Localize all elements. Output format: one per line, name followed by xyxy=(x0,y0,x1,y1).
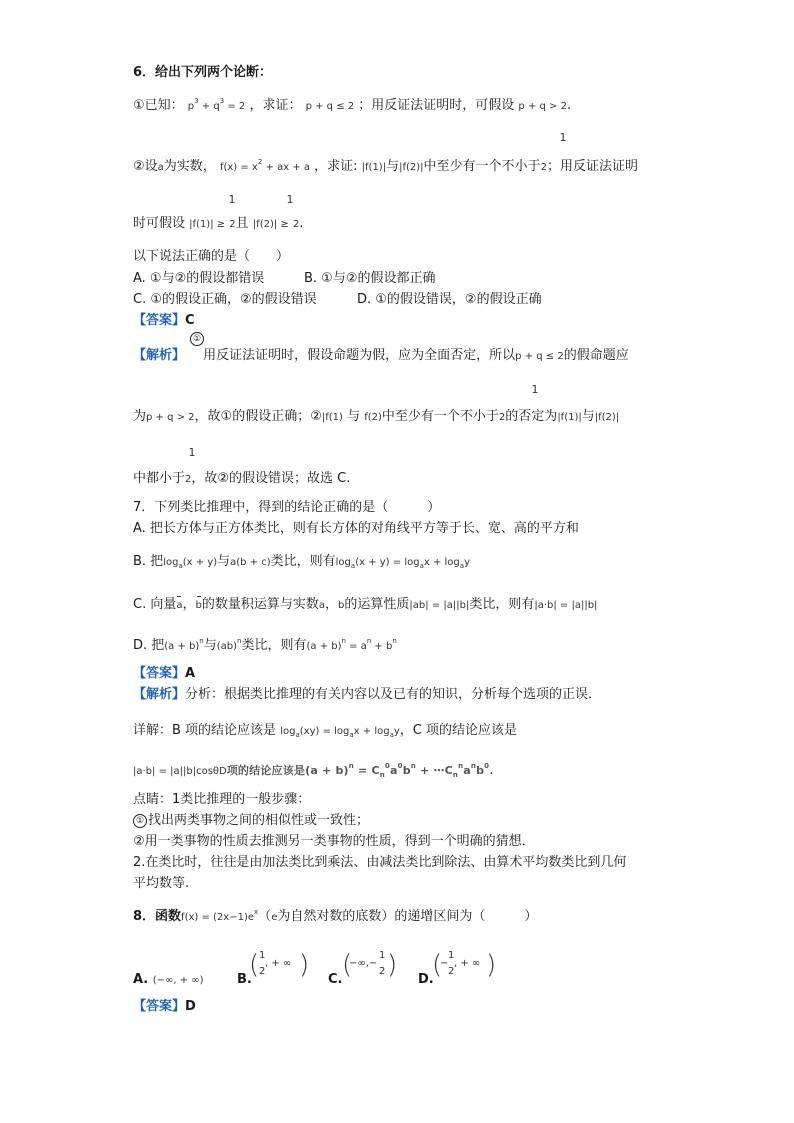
q8-d-num: 1 xyxy=(448,950,455,961)
q7-d1-text: 详解：B 项的结论应该是 xyxy=(133,723,277,738)
q7-b-formula-3: $\log_a(x + y) = \log_ax + \log_ay$ xyxy=(335,557,470,570)
q7-note-1-text: 找出两类事物之间的相似性或一致性； xyxy=(148,813,370,828)
q7-d2-formula-2: $(a + b)^n = C_n^0a^0b^n$ + $\cdots C_n^na^nb^0$ xyxy=(305,762,490,779)
q7-c-text: C. 向量 xyxy=(133,597,177,612)
q6-s1-formula-1: $p^3 + q^3 = 2$ xyxy=(187,97,246,112)
q8-option-d-formula xyxy=(432,950,497,984)
q6-s3-den-2: 2 xyxy=(292,219,300,230)
q8-option-d-label: D. xyxy=(418,972,434,987)
q7-d-text: D. 把 xyxy=(133,638,165,653)
q6-explanation-3 xyxy=(133,470,350,489)
q7-title: 7．下列类比推理中，得到的结论正确的是（ ） xyxy=(133,500,441,515)
q6-s2-text-2: 为实数， xyxy=(163,159,216,174)
q6-e2-f2: f(2) xyxy=(364,412,382,423)
q6-answer-value: C xyxy=(185,313,195,328)
q6-statement-3 xyxy=(133,215,303,234)
q8-c-den: 2 xyxy=(379,966,386,977)
q7-c-comma: ， xyxy=(182,597,196,612)
q7-detail-1 xyxy=(133,722,517,741)
q8-c-num: 1 xyxy=(379,950,386,961)
q7-note-2: ②用一类事物的性质去推测另一类事物的性质，得到一个明确的猜想． xyxy=(133,834,535,849)
q7-c-real-a: a xyxy=(318,600,326,611)
q6-e2-f3: |f(1)| xyxy=(557,412,582,423)
q8-title-e: e xyxy=(271,912,278,923)
q6-e2-frac-den: 2 xyxy=(498,412,506,423)
q7-d1-formula: $\log_a(xy) = \log_ax + \log_ay$ xyxy=(280,726,400,739)
q6-e2-text: 为 xyxy=(133,409,147,424)
right-paren: ) xyxy=(486,950,497,980)
q8-title-text: 8．函数 xyxy=(133,909,182,924)
q6-e3-text: 中都小于 xyxy=(133,471,186,486)
q7-answer-value: A xyxy=(185,666,196,681)
q6-s3-text: 时可假设 xyxy=(133,216,186,231)
q7-c-vector-a: a xyxy=(176,597,182,615)
q6-e2-frac-num: 1 xyxy=(531,383,539,396)
q8-a-label: A. xyxy=(133,972,149,987)
q8-b-den: 2 xyxy=(259,966,266,977)
q8-answer-value: D xyxy=(185,999,196,1014)
q8-b-rest: , + ∞ xyxy=(265,958,292,969)
q7-expl-text: 分析：根据类比推理的有关内容以及已有的知识，分析每个选项的正误． xyxy=(185,687,602,702)
q6-e1-formula: p + q ≤ 2 xyxy=(515,351,564,362)
q7-note-4: 平均数等. xyxy=(133,876,190,891)
q8-d-den: 2 xyxy=(448,966,455,977)
q7-d2-formula-1: |a·b| = |a||b|cosθ xyxy=(133,766,220,777)
q6-e3-frac-num: 1 xyxy=(188,446,196,459)
q8-option-b-label: B. xyxy=(237,972,252,987)
q7-b-text: B. 把 xyxy=(133,554,164,569)
answer-tag: 【答案】 xyxy=(133,999,186,1014)
q6-e2-f4: |f(2)| xyxy=(594,412,620,423)
q6-s2-text-3: ，求证: xyxy=(314,159,358,174)
q6-e2-f1: |f(1) xyxy=(321,412,343,423)
q6-s2-f2: |f(2)| xyxy=(399,162,424,173)
q7-b-formula-1: $\log_a(x + y)$ xyxy=(163,557,218,570)
answer-tag: 【答案】 xyxy=(133,313,186,328)
q6-e3-frac-den: 2 xyxy=(185,474,192,485)
q8-b-num: 1 xyxy=(259,950,266,961)
q7-d2-period: . xyxy=(489,763,494,778)
q6-s1-text-2: ，求证： xyxy=(249,98,302,113)
q6-e1-text: 用反证法证明时，假设命题为假，应为全面否定，所以 xyxy=(203,348,516,363)
q6-title: 6．给出下列两个论断： xyxy=(133,65,273,80)
q6-e2-text-4: 的否定为 xyxy=(505,409,558,424)
q6-s1-text: ①已知： xyxy=(133,98,184,113)
q7-option-d xyxy=(133,637,397,656)
q6-s1-period: . xyxy=(566,98,572,113)
q8-d-minus: − xyxy=(440,958,449,969)
q7-detail-2 xyxy=(133,762,493,781)
q8-title-text-2: 为自然对数的底数）的递增区间为（ ） xyxy=(277,909,538,924)
q6-answer xyxy=(133,312,195,330)
q6-s2-yu: 与 xyxy=(386,159,400,174)
q6-s1-formula-3: p + q > 2 xyxy=(518,101,567,112)
q6-s3-period: . xyxy=(299,216,304,231)
q8-option-a xyxy=(133,971,204,990)
q7-c-text-3: 的运算性质 xyxy=(344,597,410,612)
q7-c-text-2: 的数量积运算与实数 xyxy=(201,597,319,612)
q7-d-text-2: 类比，则有 xyxy=(241,638,307,653)
q6-e2-yu-2: 与 xyxy=(581,409,595,424)
explanation-tag: 【解析】 xyxy=(133,687,186,702)
left-paren: ( xyxy=(249,950,260,980)
q6-s1-formula-2: p + q ≤ 2 xyxy=(305,101,355,112)
q6-e3-text-2: ，故②的假设错误；故选 C. xyxy=(191,471,351,486)
q8-title-paren: （ xyxy=(258,909,272,924)
q7-b-yu: 与 xyxy=(217,554,231,569)
right-paren: ) xyxy=(299,950,310,980)
circle-one-icon: ① xyxy=(190,332,204,346)
q6-s3-frac-num-2: 1 xyxy=(286,193,294,206)
left-paren: ( xyxy=(342,950,353,980)
q8-option-c-formula xyxy=(342,950,398,984)
q6-s2-frac-den: 2 xyxy=(540,162,547,173)
q7-d-formula-1: $(a + b)^n$ xyxy=(164,637,204,652)
q8-option-b-formula xyxy=(249,950,310,984)
q8-title-formula: $f(x) = (2x-1)e^x$ xyxy=(181,908,259,923)
q8-c-rest: −∞,− xyxy=(349,958,378,969)
q6-option-c: C. ①的假设正确，②的假设错误 xyxy=(133,292,317,307)
q6-option-b: B. ①与②的假设都正确 xyxy=(304,271,436,286)
right-paren: ) xyxy=(387,950,398,980)
q6-s3-f2: |f(2)| ≥ xyxy=(252,219,289,230)
q7-d2-text: 项的结论应该是 xyxy=(226,764,306,777)
q7-b-formula-2: a(b + c) xyxy=(230,557,271,568)
q6-s3-qie: 且 xyxy=(235,216,249,231)
q6-s3-frac-num-1: 1 xyxy=(228,193,236,206)
q6-s2-frac-num: 1 xyxy=(559,131,567,144)
q7-d-formula-3: $(a + b)^n = a^n + b^n$ xyxy=(306,637,397,652)
q8-d-rest: , + ∞ xyxy=(454,958,481,969)
q7-d-yu: 与 xyxy=(203,638,217,653)
circle-one-icon: ① xyxy=(133,814,147,828)
q7-d1-text-2: ，C 项的结论应该是 xyxy=(399,723,518,738)
left-paren: ( xyxy=(432,950,443,980)
q6-e1-text-2: 的假命题应 xyxy=(563,348,629,363)
q7-answer xyxy=(133,665,195,683)
q8-answer xyxy=(133,998,196,1016)
q6-prompt: 以下说法正确的是（ ） xyxy=(133,249,290,264)
q7-note-1 xyxy=(133,812,369,830)
q7-d2-d: D xyxy=(219,766,227,777)
q6-s2-text-4: 中至少有一个不小于 xyxy=(423,159,541,174)
q6-s2-var-a: a xyxy=(157,162,164,173)
answer-tag: 【答案】 xyxy=(133,666,186,681)
q6-e2-text-3: 中至少有一个不小于 xyxy=(381,409,499,424)
q7-note-3: 2.在类比时，往往是由加法类比到乘法、由减法类比到除法、由算术平均数类比到几何 xyxy=(133,855,627,870)
q6-e2-formula-1: p + q > 2 xyxy=(146,412,195,423)
q8-a-formula: (−∞, + ∞) xyxy=(152,975,204,986)
q7-option-b xyxy=(133,553,470,572)
q6-s2-f1: |f(1)| xyxy=(361,162,387,173)
q6-explanation-1 xyxy=(133,347,629,366)
q7-option-a: A. 把长方体与正方体类比，则有长方体的对角线平方等于长、宽、高的平方和 xyxy=(133,521,579,536)
q7-b-text-2: 类比，则有 xyxy=(270,554,336,569)
q7-c-formula-1: |ab| = |a||b| xyxy=(409,600,470,611)
q6-statement-1 xyxy=(133,97,571,116)
q7-note-title: 点睛：1类比推理的一般步骤： xyxy=(133,792,311,807)
q7-option-c xyxy=(133,596,597,615)
q6-s2-text-5: ；用反证法证明 xyxy=(546,159,638,174)
q6-option-a: A. ①与②的假设都错误 xyxy=(133,271,265,286)
q6-s1-text-3: ；用反证法证明时，可假设 xyxy=(358,98,515,113)
q8-option-c-label: C. xyxy=(328,972,343,987)
q6-option-d: D. ①的假设错误，②的假设正确 xyxy=(357,292,542,307)
q6-e2-yu: 与 xyxy=(347,409,361,424)
q7-c-formula-2: |a·b| = |a||b| xyxy=(534,600,598,611)
q7-c-real-b: b xyxy=(338,600,345,611)
q7-c-vector-b: b xyxy=(196,597,202,615)
q7-explanation xyxy=(133,686,601,704)
q8-title xyxy=(133,908,537,927)
q6-statement-2 xyxy=(133,158,638,177)
q7-d-formula-2: (ab)$^n$ xyxy=(216,637,242,652)
q7-c-text-4: 类比，则有 xyxy=(469,597,535,612)
q6-explanation-2 xyxy=(133,408,619,427)
q6-s3-f1: |f(1)| ≥ xyxy=(189,219,226,230)
q6-expl-marker xyxy=(190,330,205,348)
explanation-tag: 【解析】 xyxy=(133,348,186,363)
q6-s3-den-1: 2 xyxy=(229,219,236,230)
q6-s2-formula: $f(x) = x^2$ + ax + a xyxy=(219,158,310,173)
q6-e2-text-2: ，故①的假设正确；② xyxy=(194,409,322,424)
q7-c-comma-2: ， xyxy=(325,597,339,612)
q6-s2-text: ②设 xyxy=(133,159,158,174)
